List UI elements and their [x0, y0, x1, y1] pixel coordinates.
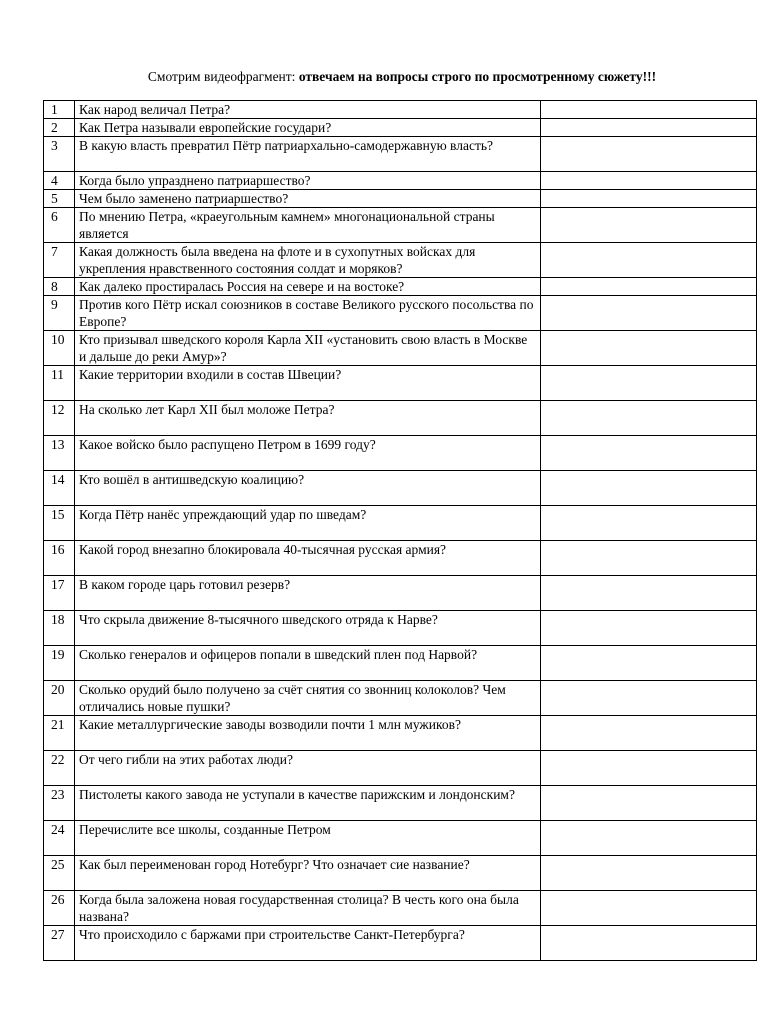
question-text: Чем было заменено патриаршество?	[75, 190, 541, 208]
question-number: 9	[44, 296, 75, 331]
question-text: Сколько генералов и офицеров попали в шведский плен под Нарвой?	[75, 646, 541, 681]
question-text: На сколько лет Карл XII был моложе Петра?	[75, 401, 541, 436]
question-text: Когда Пётр нанёс упреждающий удар по шведам?	[75, 506, 541, 541]
answer-cell[interactable]	[541, 541, 757, 576]
instruction-emphasis: отвечаем на вопросы строго по просмотренному сюжету!!!	[298, 69, 657, 84]
question-text: Сколько орудий было получено за счёт снятия со звонниц колоколов? Чем отличались новые пушки?	[75, 681, 541, 716]
answer-cell[interactable]	[541, 646, 757, 681]
table-row	[44, 506, 757, 541]
answer-cell[interactable]	[541, 681, 757, 716]
worksheet-instruction	[0, 68, 768, 86]
answer-cell[interactable]	[541, 137, 757, 172]
table-row	[44, 436, 757, 471]
answer-cell[interactable]	[541, 172, 757, 190]
answer-cell[interactable]	[541, 716, 757, 751]
question-text: В какую власть превратил Пётр патриархально-самодержавную власть?	[75, 137, 541, 172]
question-text: Кто вошёл в антишведскую коалицию?	[75, 471, 541, 506]
table-row	[44, 243, 757, 278]
table-row	[44, 101, 757, 119]
answer-cell[interactable]	[541, 471, 757, 506]
question-number: 17	[44, 576, 75, 611]
table-row	[44, 296, 757, 331]
question-number: 14	[44, 471, 75, 506]
question-text: Какие территории входили в состав Швеции?	[75, 366, 541, 401]
question-number: 4	[44, 172, 75, 190]
questions-table-body	[44, 101, 757, 961]
question-text: Как далеко простиралась Россия на севере и на востоке?	[75, 278, 541, 296]
answer-cell[interactable]	[541, 278, 757, 296]
table-row	[44, 541, 757, 576]
answer-cell[interactable]	[541, 786, 757, 821]
answer-cell[interactable]	[541, 331, 757, 366]
question-text: Когда была заложена новая государственная столица? В честь кого она была названа?	[75, 891, 541, 926]
table-row	[44, 278, 757, 296]
table-row	[44, 891, 757, 926]
question-text: Какое войско было распущено Петром в 1699 году?	[75, 436, 541, 471]
instruction-prefix: Смотрим видеофрагмент:	[147, 69, 299, 84]
question-number: 26	[44, 891, 75, 926]
table-row	[44, 821, 757, 856]
answer-cell[interactable]	[541, 926, 757, 961]
table-row	[44, 681, 757, 716]
question-number: 11	[44, 366, 75, 401]
table-row	[44, 208, 757, 243]
question-number: 5	[44, 190, 75, 208]
answer-cell[interactable]	[541, 243, 757, 278]
question-text: Как Петра называли европейские государи?	[75, 119, 541, 137]
question-number: 23	[44, 786, 75, 821]
table-row	[44, 576, 757, 611]
question-number: 20	[44, 681, 75, 716]
answer-cell[interactable]	[541, 208, 757, 243]
question-text: Кто призывал шведского короля Карла XII «установить свою власть в Москве и дальше до реки Амур»?	[75, 331, 541, 366]
table-row	[44, 366, 757, 401]
answer-cell[interactable]	[541, 821, 757, 856]
answer-cell[interactable]	[541, 296, 757, 331]
question-number: 18	[44, 611, 75, 646]
answer-cell[interactable]	[541, 436, 757, 471]
question-number: 25	[44, 856, 75, 891]
question-text: Перечислите все школы, созданные Петром	[75, 821, 541, 856]
question-text: От чего гибли на этих работах люди?	[75, 751, 541, 786]
answer-cell[interactable]	[541, 190, 757, 208]
table-row	[44, 611, 757, 646]
question-number: 10	[44, 331, 75, 366]
question-number: 16	[44, 541, 75, 576]
question-text: Какая должность была введена на флоте и в сухопутных войсках для укрепления нравственного состояния солдат и моряков?	[75, 243, 541, 278]
question-text: Когда было упразднено патриаршество?	[75, 172, 541, 190]
table-row	[44, 716, 757, 751]
question-text: По мнению Петра, «краеугольным камнем» многонациональной страны является	[75, 208, 541, 243]
answer-cell[interactable]	[541, 856, 757, 891]
table-row	[44, 172, 757, 190]
question-number: 7	[44, 243, 75, 278]
answer-cell[interactable]	[541, 401, 757, 436]
table-row	[44, 137, 757, 172]
question-number: 8	[44, 278, 75, 296]
question-text: Какие металлургические заводы возводили почти 1 млн мужиков?	[75, 716, 541, 751]
table-row	[44, 331, 757, 366]
table-row	[44, 751, 757, 786]
table-row	[44, 646, 757, 681]
question-text: Что происходило с баржами при строительстве Санкт-Петербурга?	[75, 926, 541, 961]
table-row	[44, 471, 757, 506]
question-number: 21	[44, 716, 75, 751]
table-row	[44, 119, 757, 137]
question-number: 2	[44, 119, 75, 137]
table-row	[44, 401, 757, 436]
question-text: В каком городе царь готовил резерв?	[75, 576, 541, 611]
table-row	[44, 190, 757, 208]
answer-cell[interactable]	[541, 119, 757, 137]
answer-cell[interactable]	[541, 891, 757, 926]
question-text: Что скрыла движение 8-тысячного шведского отряда к Нарве?	[75, 611, 541, 646]
questions-table	[43, 100, 757, 961]
answer-cell[interactable]	[541, 506, 757, 541]
question-number: 27	[44, 926, 75, 961]
question-number: 3	[44, 137, 75, 172]
question-number: 19	[44, 646, 75, 681]
answer-cell[interactable]	[541, 751, 757, 786]
table-row	[44, 926, 757, 961]
question-text: Как был переименован город Нотебург? Что означает сие название?	[75, 856, 541, 891]
question-number: 6	[44, 208, 75, 243]
question-text: Как народ величал Петра?	[75, 101, 541, 119]
question-number: 13	[44, 436, 75, 471]
question-number: 12	[44, 401, 75, 436]
question-text: Против кого Пётр искал союзников в составе Великого русского посольства по Европе?	[75, 296, 541, 331]
table-row	[44, 856, 757, 891]
question-text: Какой город внезапно блокировала 40-тысячная русская армия?	[75, 541, 541, 576]
question-text: Пистолеты какого завода не уступали в качестве парижским и лондонским?	[75, 786, 541, 821]
answer-cell[interactable]	[541, 576, 757, 611]
table-row	[44, 786, 757, 821]
question-number: 22	[44, 751, 75, 786]
question-number: 1	[44, 101, 75, 119]
answer-cell[interactable]	[541, 101, 757, 119]
question-number: 15	[44, 506, 75, 541]
question-number: 24	[44, 821, 75, 856]
answer-cell[interactable]	[541, 366, 757, 401]
answer-cell[interactable]	[541, 611, 757, 646]
